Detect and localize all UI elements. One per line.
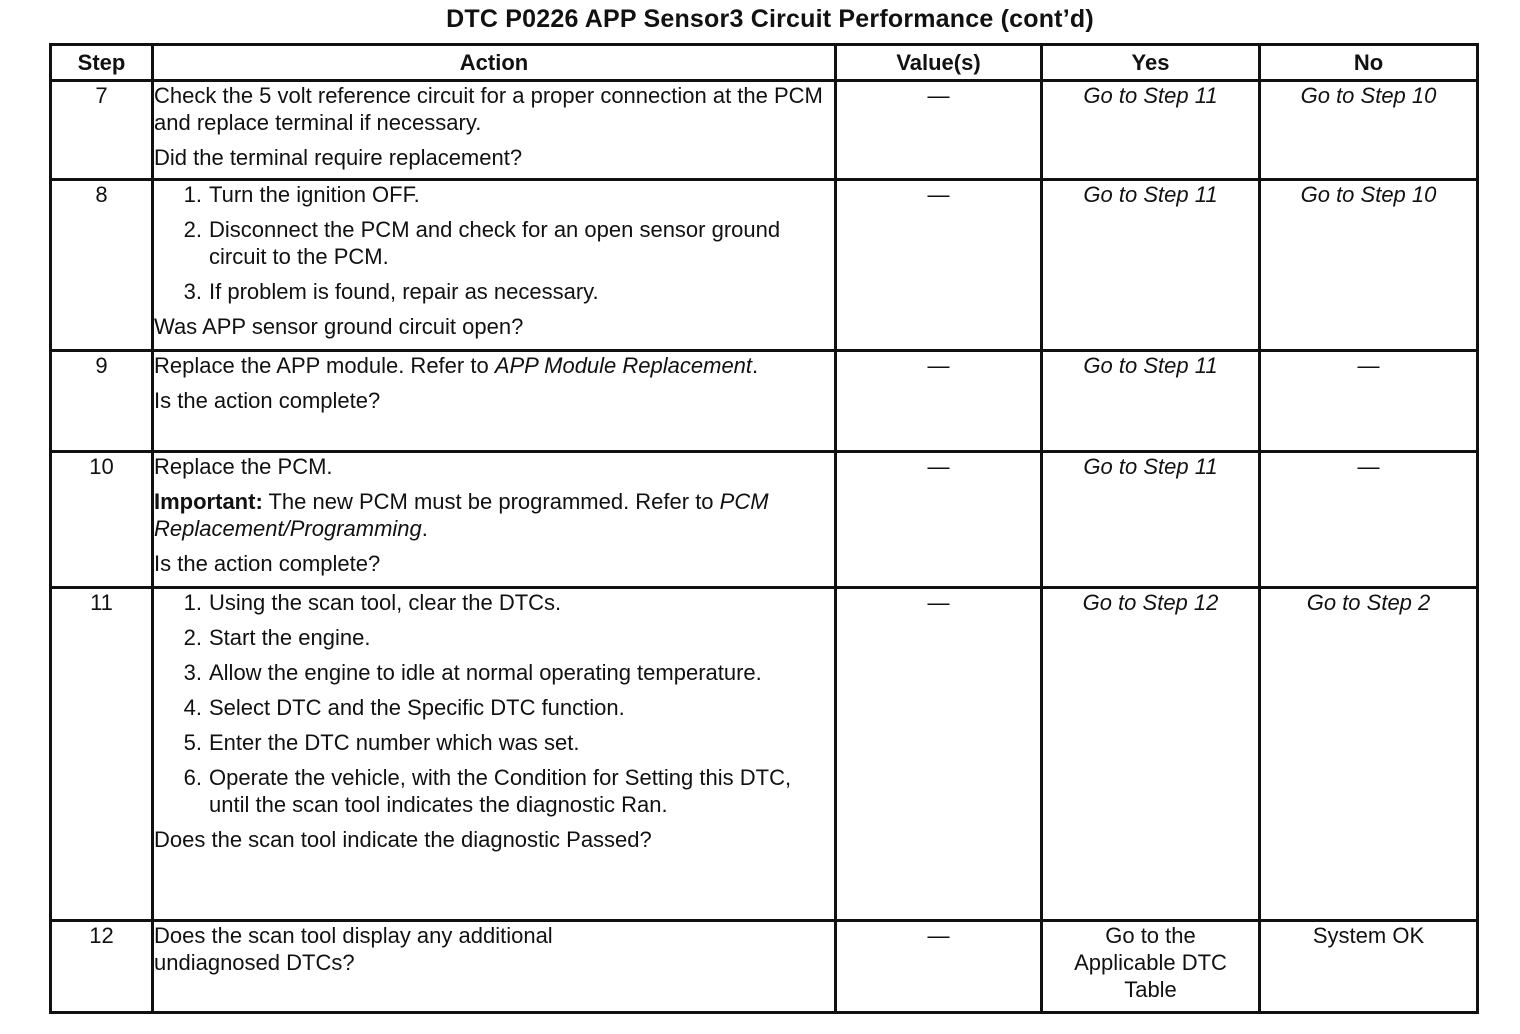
step-number: 9 <box>51 351 153 452</box>
yes-cell: Go to the Applicable DTC Table <box>1042 921 1260 1013</box>
header-no: No <box>1260 45 1478 81</box>
action-text: Check the 5 volt reference circuit for a proper connection at the PCM and replace terminal if necessary. <box>154 83 823 135</box>
header-row <box>51 45 1478 81</box>
action-list <box>154 589 834 818</box>
reference-link: PCM Replacement/Programming <box>154 489 769 541</box>
list-item: 5. Enter the DTC number which was set. <box>183 730 580 755</box>
no-cell: System OK <box>1260 921 1478 1013</box>
no-cell: Go to Step 2 <box>1260 588 1478 921</box>
table-row <box>51 588 1478 921</box>
header-action: Action <box>153 45 836 81</box>
yes-cell: Go to Step 11 <box>1042 452 1260 588</box>
reference-link: APP Module Replacement <box>494 353 753 378</box>
step-number: 10 <box>51 452 153 588</box>
step-number: 11 <box>51 588 153 921</box>
value-cell: — <box>836 588 1042 921</box>
list-item: 6. Operate the vehicle, with the Condition for Setting this DTC, until the scan tool indicates the diagnostic Ran. <box>183 765 792 817</box>
value-cell: — <box>836 921 1042 1013</box>
action-question: Is the action complete? <box>154 551 381 576</box>
table-row <box>51 921 1478 1013</box>
page-title: DTC P0226 APP Sensor3 Circuit Performance (cont’d) <box>446 5 1094 33</box>
action-text: Replace the APP module. Refer to APP Module Replacement. <box>154 353 759 378</box>
action-text: Replace the PCM. <box>154 454 333 479</box>
no-cell: Go to Step 10 <box>1260 180 1478 351</box>
value-cell: — <box>836 351 1042 452</box>
value-cell: — <box>836 452 1042 588</box>
action-cell <box>153 921 836 1013</box>
header-step: Step <box>51 45 153 81</box>
list-item: 3. If problem is found, repair as necessary. <box>183 279 599 304</box>
diagnostic-table <box>49 43 1479 1014</box>
yes-cell: Go to Step 11 <box>1042 180 1260 351</box>
list-item: 3. Allow the engine to idle at normal operating temperature. <box>183 660 762 685</box>
action-cell <box>153 452 836 588</box>
yes-cell: Go to Step 11 <box>1042 351 1260 452</box>
list-item: 2. Start the engine. <box>183 625 371 650</box>
value-cell: — <box>836 180 1042 351</box>
no-cell: Go to Step 10 <box>1260 81 1478 180</box>
action-question: Is the action complete? <box>154 388 381 413</box>
header-values: Value(s) <box>836 45 1042 81</box>
action-cell <box>153 351 836 452</box>
action-cell <box>153 588 836 921</box>
table-row <box>51 180 1478 351</box>
action-question: Does the scan tool display any additional undiagnosed DTCs? <box>154 923 553 975</box>
yes-cell: Go to Step 12 <box>1042 588 1260 921</box>
table-row <box>51 452 1478 588</box>
action-question: Did the terminal require replacement? <box>154 145 523 170</box>
step-number: 7 <box>51 81 153 180</box>
list-item: 1. Using the scan tool, clear the DTCs. <box>183 590 562 615</box>
action-cell <box>153 180 836 351</box>
important-note: Important: The new PCM must be programmed. Refer to PCM Replacement/Programming. <box>154 489 769 541</box>
value-cell: — <box>836 81 1042 180</box>
step-number: 12 <box>51 921 153 1013</box>
action-cell <box>153 81 836 180</box>
yes-cell: Go to Step 11 <box>1042 81 1260 180</box>
no-cell: — <box>1260 351 1478 452</box>
header-yes: Yes <box>1042 45 1260 81</box>
list-item: 4. Select DTC and the Specific DTC function. <box>183 695 625 720</box>
action-question: Was APP sensor ground circuit open? <box>154 314 524 339</box>
no-cell: — <box>1260 452 1478 588</box>
table-row <box>51 351 1478 452</box>
action-question: Does the scan tool indicate the diagnostic Passed? <box>154 827 652 852</box>
step-number: 8 <box>51 180 153 351</box>
list-item: 1. Turn the ignition OFF. <box>183 182 420 207</box>
list-item: 2. Disconnect the PCM and check for an open sensor ground circuit to the PCM. <box>183 217 781 269</box>
table-row <box>51 81 1478 180</box>
action-list <box>154 181 834 305</box>
